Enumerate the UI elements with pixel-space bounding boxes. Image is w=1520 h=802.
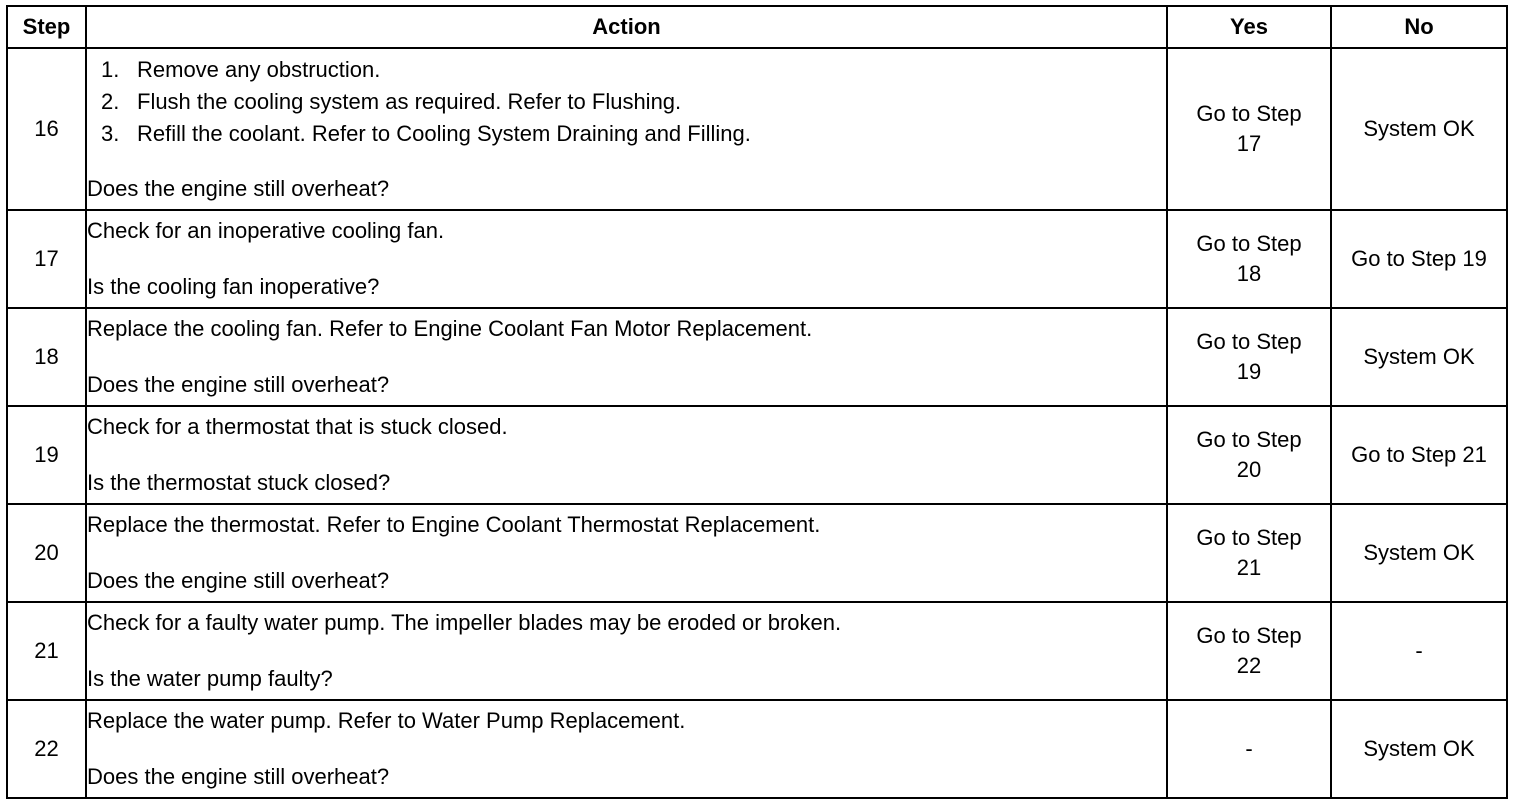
action-cell — [86, 308, 1167, 406]
action-step-number: 3. — [101, 121, 120, 146]
action-question: Is the water pump faulty? — [87, 666, 333, 691]
action-cell — [86, 48, 1167, 210]
action-text: Check for an inoperative cooling fan. — [87, 218, 445, 243]
step-number: 19 — [7, 406, 86, 504]
action-text: Check for a faulty water pump. The impeller blades may be eroded or broken. — [87, 610, 842, 635]
action-question: Is the cooling fan inoperative? — [87, 274, 380, 299]
action-question: Is the thermostat stuck closed? — [87, 470, 391, 495]
table-row — [7, 700, 1507, 798]
action-step-text: Refill the coolant. Refer to Cooling System Draining and Filling. — [137, 121, 751, 146]
yes-label: Go to Step — [1196, 329, 1302, 354]
yes-cell — [1167, 602, 1331, 700]
step-number: 20 — [7, 504, 86, 602]
action-step-item — [87, 86, 1166, 118]
action-question: Does the engine still overheat? — [87, 372, 390, 397]
yes-step-link: 20 — [1236, 457, 1262, 482]
action-text: Replace the cooling fan. Refer to Engine Coolant Fan Motor Replacement. — [87, 316, 813, 341]
yes-cell — [1167, 48, 1331, 210]
step-number: 21 — [7, 602, 86, 700]
yes-label: Go to Step — [1196, 427, 1302, 452]
no-cell: System OK — [1331, 700, 1507, 798]
action-question: Does the engine still overheat? — [87, 764, 390, 789]
yes-cell — [1167, 406, 1331, 504]
action-text: Check for a thermostat that is stuck closed. — [87, 414, 508, 439]
no-cell: System OK — [1331, 504, 1507, 602]
table-row — [7, 504, 1507, 602]
action-cell — [86, 602, 1167, 700]
yes-label: Go to Step — [1196, 231, 1302, 256]
table-row — [7, 308, 1507, 406]
yes-label: Go to Step — [1196, 101, 1302, 126]
no-cell: System OK — [1331, 48, 1507, 210]
action-cell — [86, 504, 1167, 602]
no-cell: Go to Step 19 — [1331, 210, 1507, 308]
action-question: Does the engine still overheat? — [87, 568, 390, 593]
action-cell — [86, 700, 1167, 798]
table-row — [7, 48, 1507, 210]
yes-step-link: 21 — [1236, 555, 1262, 580]
yes-label: Go to Step — [1196, 525, 1302, 550]
header-no: No — [1331, 6, 1507, 48]
action-step-text: Remove any obstruction. — [137, 57, 381, 82]
table-header-row — [7, 6, 1507, 48]
yes-step-link: 18 — [1236, 261, 1262, 286]
no-cell: Go to Step 21 — [1331, 406, 1507, 504]
action-step-text: Flush the cooling system as required. Refer to Flushing. — [137, 89, 682, 114]
yes-cell — [1167, 700, 1331, 798]
no-cell: - — [1331, 602, 1507, 700]
yes-cell — [1167, 504, 1331, 602]
yes-label: Go to Step — [1196, 623, 1302, 648]
diagnostic-table — [6, 5, 1508, 799]
action-step-item — [87, 54, 1166, 86]
action-question: Does the engine still overheat? — [87, 176, 390, 201]
action-steps-list — [87, 54, 1166, 150]
yes-step-link: 17 — [1236, 131, 1262, 156]
table-row — [7, 406, 1507, 504]
yes-step-link: 19 — [1236, 359, 1262, 384]
action-cell — [86, 406, 1167, 504]
action-text: Replace the water pump. Refer to Water Pump Replacement. — [87, 708, 686, 733]
action-text: Replace the thermostat. Refer to Engine Coolant Thermostat Replacement. — [87, 512, 821, 537]
step-number: 17 — [7, 210, 86, 308]
action-step-item — [87, 118, 1166, 150]
step-number: 22 — [7, 700, 86, 798]
yes-step-link: 22 — [1236, 653, 1262, 678]
table-row — [7, 602, 1507, 700]
header-step: Step — [7, 6, 86, 48]
action-step-number: 1. — [101, 57, 120, 82]
yes-cell — [1167, 308, 1331, 406]
step-number: 18 — [7, 308, 86, 406]
action-step-number: 2. — [101, 89, 120, 114]
no-cell: System OK — [1331, 308, 1507, 406]
header-yes: Yes — [1167, 6, 1331, 48]
yes-step-link: - — [1245, 736, 1253, 761]
step-number: 16 — [7, 48, 86, 210]
action-cell — [86, 210, 1167, 308]
yes-cell — [1167, 210, 1331, 308]
header-action: Action — [86, 6, 1167, 48]
table-row — [7, 210, 1507, 308]
